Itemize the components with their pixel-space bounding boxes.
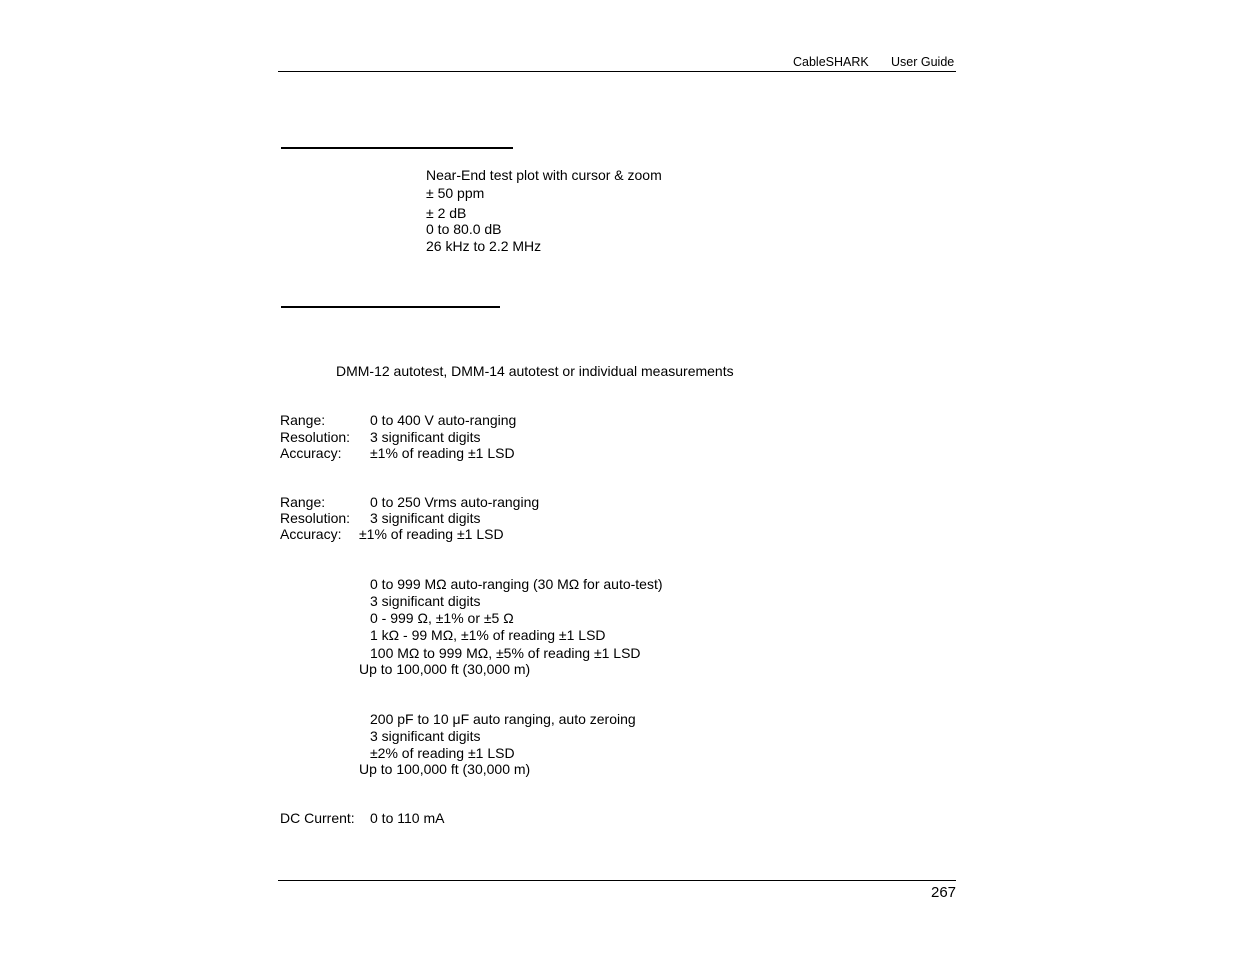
plot-spec-line: 26 kHz to 2.2 MHz: [426, 238, 542, 254]
header-doc-title: User Guide: [891, 55, 955, 69]
header-product: CableSHARK: [793, 55, 869, 69]
acv-accuracy-label: Accuracy:: [280, 526, 342, 542]
capacitance-line: 200 pF to 10 μF auto ranging, auto zeroing: [370, 711, 636, 727]
dcv-accuracy-value: ±1% of reading ±1 LSD: [370, 445, 515, 461]
dcv-resolution-label: Resolution:: [280, 429, 351, 445]
capacitance-line: Up to 100,000 ft (30,000 m): [359, 761, 531, 777]
dc-current-value: 0 to 110 mA: [370, 810, 445, 826]
acv-resolution-value: 3 significant digits: [370, 510, 481, 526]
header-rule: [278, 71, 956, 72]
acv-range-label: Range:: [280, 494, 326, 510]
resistance-line: 0 to 999 MΩ auto-ranging (30 MΩ for auto-test): [370, 576, 663, 592]
page-number: 267: [931, 884, 957, 901]
acv-resolution-label: Resolution:: [280, 510, 351, 526]
plot-spec-line: 0 to 80.0 dB: [426, 221, 502, 237]
acv-range-value: 0 to 250 Vrms auto-ranging: [370, 494, 540, 510]
capacitance-line: ±2% of reading ±1 LSD: [370, 745, 515, 761]
dcv-range-label: Range:: [280, 412, 326, 428]
section-rule-dmm: [281, 306, 500, 308]
plot-spec-line: ± 2 dB: [426, 205, 467, 221]
resistance-line: 1 kΩ - 99 MΩ, ±1% of reading ±1 LSD: [370, 627, 606, 643]
section-rule-plot: [281, 147, 513, 149]
resistance-line: 0 - 999 Ω, ±1% or ±5 Ω: [370, 610, 514, 626]
dc-current-label: DC Current:: [280, 810, 355, 826]
acv-accuracy-value: ±1% of reading ±1 LSD: [359, 526, 504, 542]
dcv-accuracy-label: Accuracy:: [280, 445, 342, 461]
resistance-line: Up to 100,000 ft (30,000 m): [359, 661, 531, 677]
capacitance-line: 3 significant digits: [370, 728, 481, 744]
resistance-line: 3 significant digits: [370, 593, 481, 609]
plot-spec-line: ± 50 ppm: [426, 185, 485, 201]
dcv-range-value: 0 to 400 V auto-ranging: [370, 412, 517, 428]
footer-rule: [278, 880, 956, 881]
dmm-intro: DMM-12 autotest, DMM-14 autotest or individual measurements: [336, 363, 734, 379]
resistance-line: 100 MΩ to 999 MΩ, ±5% of reading ±1 LSD: [370, 645, 641, 661]
dcv-resolution-value: 3 significant digits: [370, 429, 481, 445]
plot-spec-line: Near-End test plot with cursor & zoom: [426, 167, 662, 183]
